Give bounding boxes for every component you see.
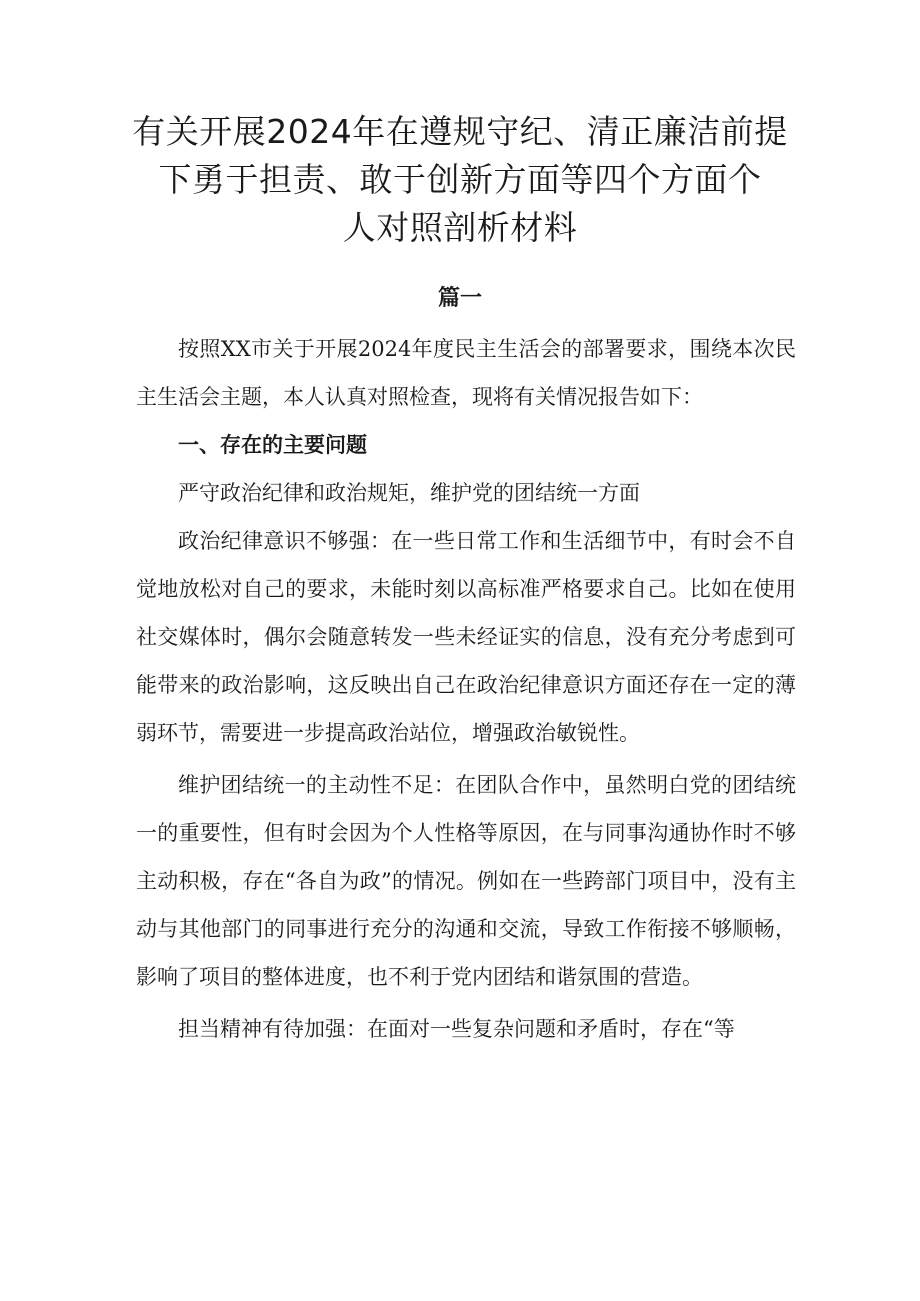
section-heading: 一、存在的主要问题 bbox=[178, 432, 367, 457]
document-title bbox=[120, 108, 800, 252]
title-line-1: 有关开展2024年在遵规守纪、清正廉洁前提 bbox=[132, 112, 788, 151]
intro-paragraph: 按照XX市关于开展2024年度民主生活会的部署要求，围绕本次民主生活会主题，本人认真对照检查，现将有关情况报告如下： bbox=[136, 337, 796, 409]
body-paragraph-3: 担当精神有待加强：在面对一些复杂问题和矛盾时，存在“等 bbox=[178, 1017, 735, 1041]
document-body bbox=[136, 325, 796, 1053]
subheading: 严守政治纪律和政治规矩，维护党的团结统一方面 bbox=[178, 481, 640, 505]
title-line-3: 人对照剖析材料 bbox=[342, 208, 578, 247]
body-paragraph-1: 政治纪律意识不够强：在一些日常工作和生活细节中，有时会不自觉地放松对自己的要求，未能时刻以高标准严格要求自己。比如在使用社交媒体时，偶尔会随意转发一些未经证实的信息，没有充分考虑到可能带来的政治影响，这反映出自己在政治纪律意识方面还存在一定的薄弱环节，需要进一步提高政治站位，增强政治敏锐性。 bbox=[136, 529, 796, 745]
body-paragraph-2: 维护团结统一的主动性不足：在团队合作中，虽然明白党的团结统一的重要性，但有时会因为个人性格等原因，在与同事沟通协作时不够主动积极，存在“各自为政”的情况。例如在一些跨部门项目中，没有主动与其他部门的同事进行充分的沟通和交流，导致工作衔接不够顺畅，影响了项目的整体进度，也不利于党内团结和谐氛围的营造。 bbox=[136, 773, 796, 989]
title-line-2: 下勇于担责、敢于创新方面等四个方面个 bbox=[158, 160, 762, 199]
section-label: 篇一 bbox=[437, 285, 482, 311]
